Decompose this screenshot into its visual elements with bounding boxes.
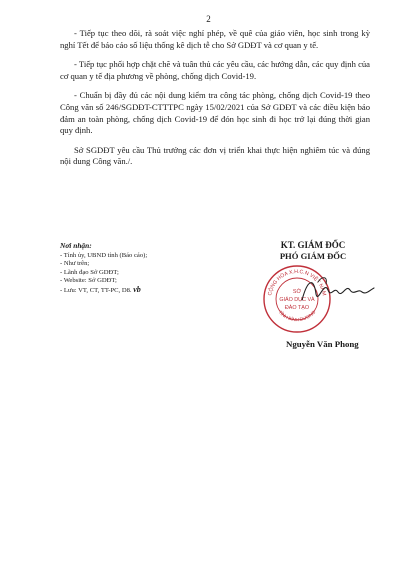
recipient-line-3: - Lãnh đạo Sở GDĐT; — [60, 268, 119, 276]
seal-center-line-1: SỞ — [292, 289, 302, 295]
paragraph-4: Sở SGDĐT yêu cầu Thủ trưởng các đơn vị triển khai thực hiện nghiêm túc và đúng nội dung Công văn./. — [60, 144, 370, 167]
paragraph-3: - Chuẩn bị đầy đủ các nội dung kiểm tra công tác phòng, chống dịch Covid-19 theo Công văn số 246/SGDĐT-CTTTPC ngày 15/02/2021 của Sở GDĐT và các điều kiện bảo đảm an toàn phòng, chống dịch Covid-19 để đón học sinh đi học trở lại đúng thời gian quy định. — [60, 90, 370, 136]
seal-center-line-3: ĐÀO TẠO — [284, 305, 310, 311]
recipient-line-5 — [60, 286, 220, 296]
seal-ring-text: CỘNG HÒA X.H.C.N VIỆT NAM — [267, 268, 327, 297]
seal-center-line-2: GIÁO DỤC VÀ — [279, 297, 315, 303]
clerk-initial: vb — [133, 284, 141, 294]
document-body — [60, 28, 370, 176]
signature-block — [248, 240, 378, 349]
seal-bottom-text: TỈNH BÌNH DƯƠNG — [277, 309, 317, 323]
recipient-line-2: - Như trên; — [60, 260, 90, 268]
recipients-heading: Nơi nhận: — [60, 241, 92, 250]
signer-name: Nguyễn Văn Phong — [286, 339, 359, 349]
handwritten-signature-icon — [298, 270, 378, 310]
paragraph-1: - Tiếp tục theo dõi, rà soát việc nghỉ phép, về quê của giáo viên, học sinh trong kỳ nghỉ Tết để báo cáo số liệu thống kê dịch tễ cho Sở GDĐT và cơ quan y tế. — [60, 28, 370, 50]
page-number: 2 — [206, 14, 211, 24]
recipient-line-5-text: - Lưu: VT, CT, TT-PC, D8. — [60, 286, 132, 294]
recipient-line-1: - Tỉnh ủy, UBND tỉnh (Báo cáo); — [60, 251, 148, 259]
signature-title-2: PHÓ GIÁM ĐỐC — [279, 251, 347, 261]
recipients-block — [60, 242, 220, 296]
recipient-line-4: - Website: Sở GDĐT; — [60, 277, 117, 285]
signature-title-1: KT. GIÁM ĐỐC — [280, 240, 346, 250]
paragraph-2: - Tiếp tục phối hợp chặt chẽ và tuân thủ các yêu cầu, các hướng dẫn, các quy định của cơ quan y tế địa phương về phòng, chống dịch Covid-19. — [60, 59, 370, 81]
